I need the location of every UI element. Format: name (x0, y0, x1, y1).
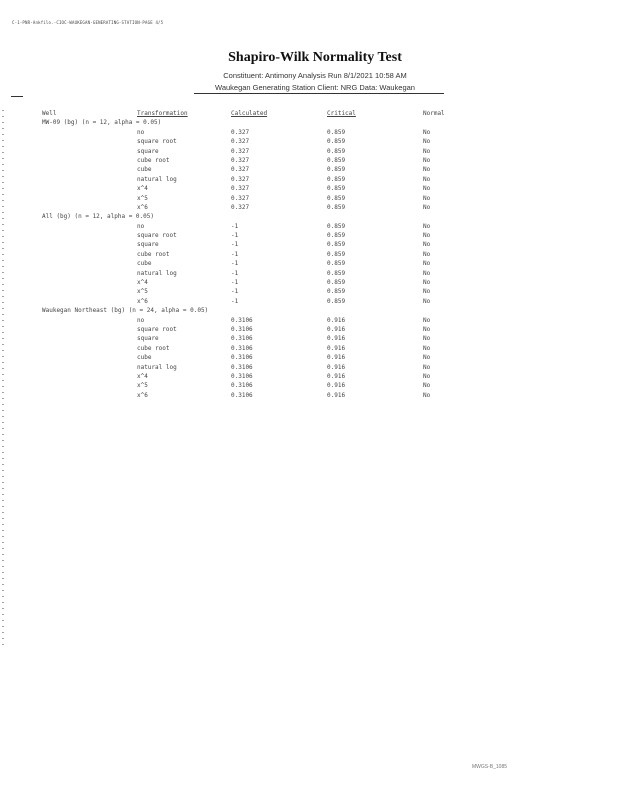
critical-cell: 0.859 (327, 269, 346, 277)
group-label-row (0, 307, 618, 316)
calculated-cell: 0.327 (231, 175, 250, 183)
table-row (0, 288, 618, 297)
table-row (0, 326, 618, 335)
normal-cell: No (423, 391, 431, 399)
critical-cell: 0.916 (327, 325, 346, 333)
calculated-cell: 0.3106 (231, 363, 253, 371)
normal-cell: No (423, 279, 431, 287)
table-row (0, 195, 618, 204)
critical-cell: 0.859 (327, 203, 346, 211)
critical-cell: 0.916 (327, 316, 346, 324)
table-row (0, 354, 618, 363)
calculated-cell: -1 (231, 241, 239, 249)
critical-cell: 0.859 (327, 241, 346, 249)
normal-cell: No (423, 297, 431, 305)
critical-cell: 0.859 (327, 156, 346, 164)
group-label: Waukegan Northeast (bg) (n = 24, alpha = 0.05) (42, 307, 209, 315)
normal-cell: No (423, 325, 431, 333)
critical-cell: 0.859 (327, 185, 346, 193)
calculated-cell: 0.327 (231, 138, 250, 146)
calculated-cell: 0.3106 (231, 344, 253, 352)
table-row (0, 185, 618, 194)
table-row (0, 345, 618, 354)
critical-cell: 0.859 (327, 138, 346, 146)
transformation-cell: no (137, 128, 145, 136)
critical-cell: 0.859 (327, 175, 346, 183)
transformation-cell: no (137, 222, 145, 230)
header-divider (194, 93, 444, 94)
calculated-cell: 0.3106 (231, 354, 253, 362)
critical-cell: 0.916 (327, 372, 346, 380)
table-row (0, 148, 618, 157)
header-well: Well (42, 110, 57, 117)
calculated-cell: 0.327 (231, 147, 250, 155)
critical-cell: 0.916 (327, 382, 346, 390)
normal-cell: No (423, 138, 431, 146)
calculated-cell: 0.3106 (231, 391, 253, 399)
critical-cell: 0.916 (327, 391, 346, 399)
table-row (0, 364, 618, 373)
normal-cell: No (423, 250, 431, 258)
transformation-cell: cube (137, 260, 152, 268)
transformation-cell: x^6 (137, 297, 148, 305)
transformation-cell: square root (137, 325, 177, 333)
fax-header: C-1-PNR-Ankfilo.-CIOC-WAUKEGAN-GENERATING-STATION-PAGE 4/5 (12, 20, 164, 25)
header-calculated: Calculated (231, 110, 268, 117)
transformation-cell: cube root (137, 250, 170, 258)
critical-cell: 0.859 (327, 297, 346, 305)
calculated-cell: -1 (231, 222, 239, 230)
normal-cell: No (423, 232, 431, 240)
calculated-cell: -1 (231, 260, 239, 268)
normal-cell: No (423, 335, 431, 343)
left-margin-mark (11, 96, 23, 97)
transformation-cell: x^4 (137, 279, 148, 287)
critical-cell: 0.859 (327, 166, 346, 174)
table-row (0, 157, 618, 166)
table-row (0, 138, 618, 147)
normal-cell: No (423, 241, 431, 249)
transformation-cell: cube root (137, 156, 170, 164)
transformation-cell: x^5 (137, 288, 148, 296)
table-row (0, 335, 618, 344)
group-label: All (bg) (n = 12, alpha = 0.05) (42, 213, 154, 221)
calculated-cell: -1 (231, 250, 239, 258)
table-row (0, 129, 618, 138)
critical-cell: 0.859 (327, 279, 346, 287)
calculated-cell: -1 (231, 269, 239, 277)
critical-cell: 0.859 (327, 147, 346, 155)
subtitle-site-info: Waukegan Generating Station Client: NRG Data: Waukegan (215, 83, 415, 92)
document-id: MWGS-B_1085 (472, 764, 508, 770)
transformation-cell: cube root (137, 344, 170, 352)
normal-cell: No (423, 175, 431, 183)
critical-cell: 0.916 (327, 335, 346, 343)
calculated-cell: 0.3106 (231, 335, 253, 343)
normal-cell: No (423, 372, 431, 380)
calculated-cell: 0.327 (231, 194, 250, 202)
normal-cell: No (423, 344, 431, 352)
table-row (0, 251, 618, 260)
calculated-cell: 0.3106 (231, 372, 253, 380)
transformation-cell: cube (137, 354, 152, 362)
page-title: Shapiro-Wilk Normality Test (228, 50, 402, 65)
normal-cell: No (423, 316, 431, 324)
normal-cell: No (423, 166, 431, 174)
critical-cell: 0.859 (327, 260, 346, 268)
calculated-cell: 0.327 (231, 156, 250, 164)
critical-cell: 0.859 (327, 128, 346, 136)
transformation-cell: x^5 (137, 194, 148, 202)
table-header-row (0, 110, 618, 119)
results-table (0, 110, 618, 401)
calculated-cell: 0.3106 (231, 325, 253, 333)
table-row (0, 279, 618, 288)
transformation-cell: x^6 (137, 391, 148, 399)
normal-cell: No (423, 222, 431, 230)
calculated-cell: -1 (231, 297, 239, 305)
header-transformation: Transformation (137, 110, 188, 117)
critical-cell: 0.859 (327, 222, 346, 230)
transformation-cell: x^5 (137, 382, 148, 390)
critical-cell: 0.859 (327, 288, 346, 296)
normal-cell: No (423, 194, 431, 202)
normal-cell: No (423, 147, 431, 155)
calculated-cell: 0.327 (231, 185, 250, 193)
table-row (0, 166, 618, 175)
transformation-cell: natural log (137, 269, 177, 277)
table-row (0, 241, 618, 250)
normal-cell: No (423, 156, 431, 164)
subtitle-run-info: Constituent: Antimony Analysis Run 8/1/2021 10:58 AM (223, 71, 407, 80)
normal-cell: No (423, 260, 431, 268)
transformation-cell: square (137, 241, 159, 249)
transformation-cell: square (137, 335, 159, 343)
table-row (0, 176, 618, 185)
transformation-cell: square root (137, 138, 177, 146)
normal-cell: No (423, 203, 431, 211)
calculated-cell: -1 (231, 232, 239, 240)
transformation-cell: square (137, 147, 159, 155)
group-label-row (0, 213, 618, 222)
normal-cell: No (423, 363, 431, 371)
critical-cell: 0.916 (327, 344, 346, 352)
calculated-cell: 0.3106 (231, 382, 253, 390)
transformation-cell: cube (137, 166, 152, 174)
table-row (0, 260, 618, 269)
critical-cell: 0.859 (327, 232, 346, 240)
table-row (0, 392, 618, 401)
normal-cell: No (423, 382, 431, 390)
calculated-cell: 0.327 (231, 128, 250, 136)
critical-cell: 0.916 (327, 363, 346, 371)
group-label: MW-09 (bg) (n = 12, alpha = 0.05) (42, 119, 162, 127)
table-row (0, 373, 618, 382)
table-row (0, 298, 618, 307)
calculated-cell: 0.327 (231, 166, 250, 174)
table-row (0, 270, 618, 279)
transformation-cell: x^4 (137, 185, 148, 193)
header-normal: Normal (423, 110, 445, 117)
normal-cell: No (423, 354, 431, 362)
table-row (0, 223, 618, 232)
table-row (0, 232, 618, 241)
table-row (0, 382, 618, 391)
normal-cell: No (423, 128, 431, 136)
calculated-cell: -1 (231, 288, 239, 296)
transformation-cell: x^6 (137, 203, 148, 211)
group-label-row (0, 119, 618, 128)
transformation-cell: square root (137, 232, 177, 240)
calculated-cell: 0.327 (231, 203, 250, 211)
calculated-cell: -1 (231, 279, 239, 287)
transformation-cell: natural log (137, 175, 177, 183)
normal-cell: No (423, 288, 431, 296)
normal-cell: No (423, 185, 431, 193)
critical-cell: 0.916 (327, 354, 346, 362)
table-row (0, 204, 618, 213)
critical-cell: 0.859 (327, 250, 346, 258)
critical-cell: 0.859 (327, 194, 346, 202)
header-critical: Critical (327, 110, 356, 117)
transformation-cell: no (137, 316, 145, 324)
table-row (0, 317, 618, 326)
transformation-cell: x^4 (137, 372, 148, 380)
normal-cell: No (423, 269, 431, 277)
transformation-cell: natural log (137, 363, 177, 371)
calculated-cell: 0.3106 (231, 316, 253, 324)
